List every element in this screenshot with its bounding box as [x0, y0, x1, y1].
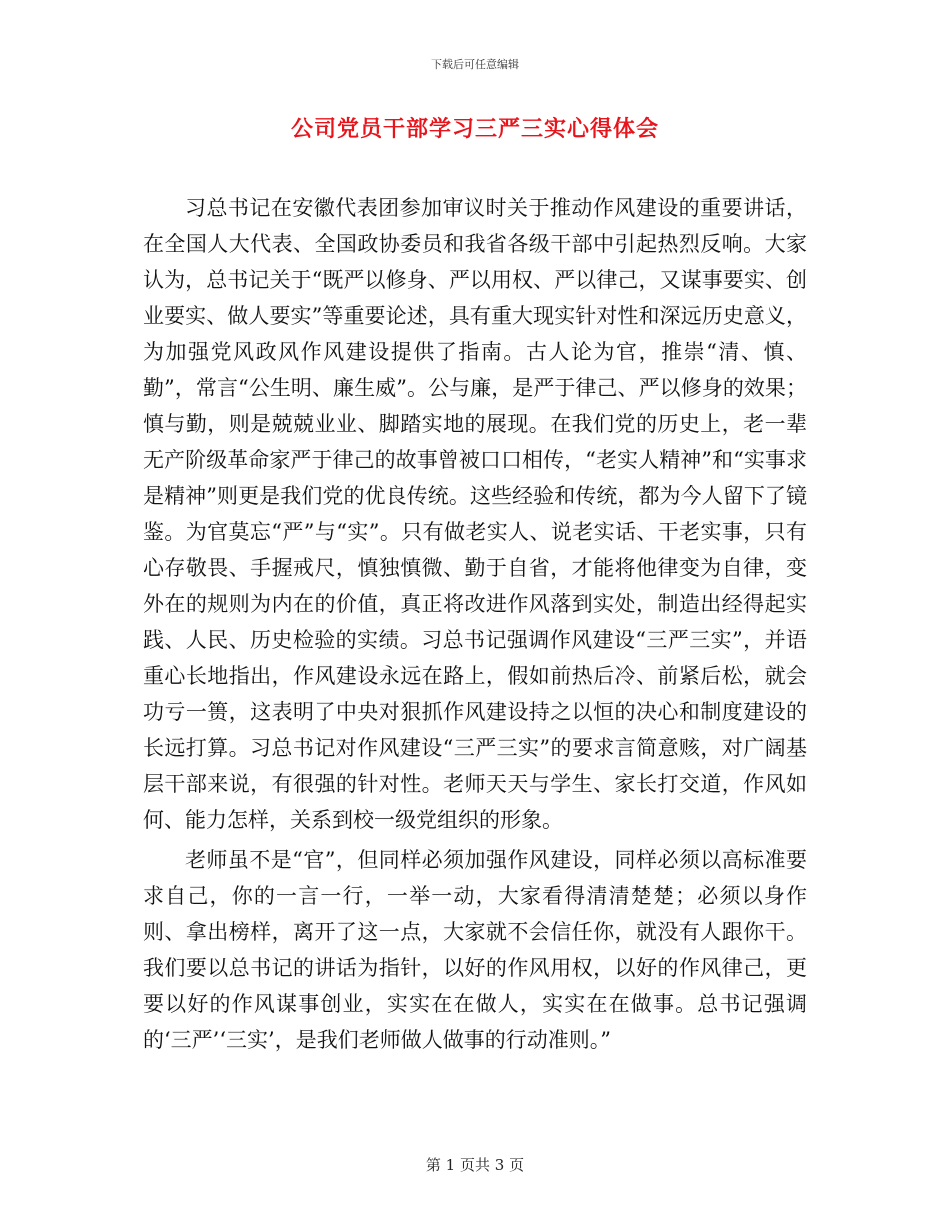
- body-paragraph-2: 老师虽不是“官”，但同样必须加强作风建设，同样必须以高标准要求自己，你的一言一行，一举一动，大家看得清清楚楚；必须以身作则、拿出榜样，离开了这一点，大家就不会信任你，就没有人跟你干。我们要以总书记的讲话为指针，以好的作风用权，以好的作风律己，更要以好的作风谋事创业，实实在在做人，实实在在做事。总书记强调的‘三严’‘三实’，是我们老师做人做事的行动准则。”: [143, 848, 807, 1052]
- page-number: 第 1 页共 3 页: [425, 1156, 525, 1174]
- body-paragraph-1: 习总书记在安徽代表团参加审议时关于推动作风建设的重要讲话，在全国人大代表、全国政协委员和我省各级干部中引起热烈反响。大家认为，总书记关于“既严以修身、严以用权、严以律己，又谋事要实、创业要实、做人要实”等重要论述，具有重大现实针对性和深远历史意义，为加强党风政风作风建设提供了指南。古人论为官，推崇“清、慎、勤”，常言“公生明、廉生威”。公与廉，是严于律己、严以修身的效果；慎与勤，则是兢兢业业、脚踏实地的展现。在我们党的历史上，老一辈无产阶级革命家严于律己的故事曾被口口相传，“老实人精神”和“实事求是精神”则更是我们党的优良传统。这些经验和传统，都为今人留下了镜鉴。为官莫忘“严”与“实”。只有做老实人、说老实话、干老实事，只有心存敬畏、手握戒尺，慎独慎微、勤于自省，才能将他律变为自律，变外在的规则为内在的价值，真正将改进作风落到实处，制造出经得起实践、人民、历史检验的实绩。习总书记强调作风建设“三严三实”，并语重心长地指出，作风建设永远在路上，假如前热后冷、前紧后松，就会功亏一篑，这表明了中央对狠抓作风建设持之以恒的决心和制度建设的长远打算。习总书记对作风建设“三严三实”的要求言简意赅，对广阔基层干部来说，有很强的针对性。老师天天与学生、家长打交道，作风如何、能力怎样，关系到校一级党组织的形象。: [143, 196, 807, 832]
- document-title: 公司党员干部学习三严三实心得体会: [290, 117, 659, 142]
- document-body: [143, 190, 807, 1058]
- header-note: 下载后可任意编辑: [431, 58, 519, 71]
